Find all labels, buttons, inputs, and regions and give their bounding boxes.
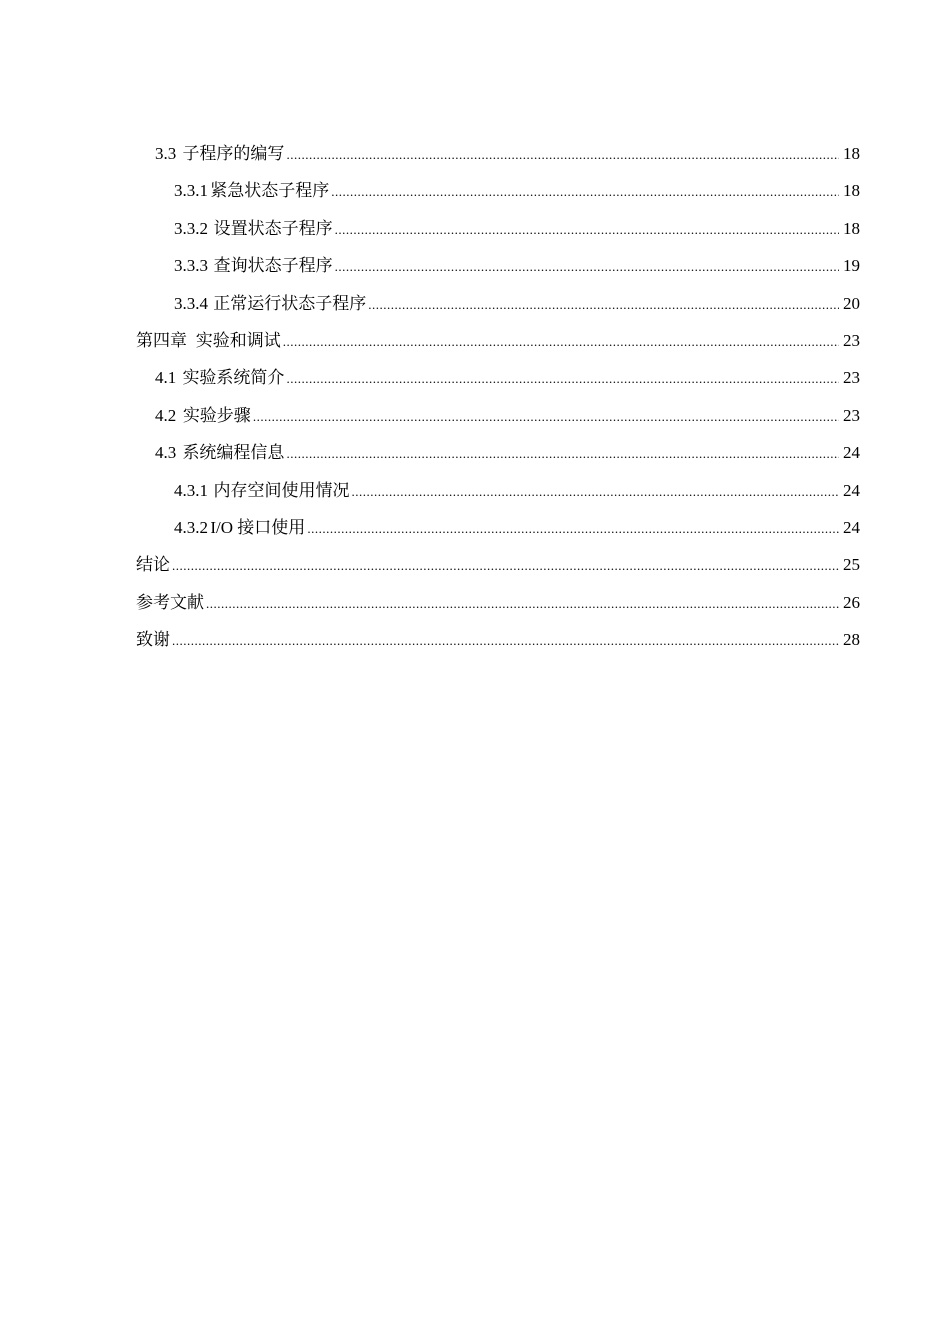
toc-entry-number: 3.3 bbox=[155, 144, 177, 163]
toc-leader-dots bbox=[307, 515, 839, 543]
toc-entry-page: 20 bbox=[843, 293, 860, 313]
toc-entry-title: 结论 bbox=[136, 555, 170, 575]
toc-entry[interactable] bbox=[136, 177, 860, 214]
toc-entry-number: 4.2 bbox=[155, 405, 177, 425]
toc-entry-title: 紧急状态子程序 bbox=[210, 181, 330, 201]
toc-leader-dots bbox=[331, 178, 839, 206]
toc-entry-title: 实验步骤 bbox=[182, 405, 251, 425]
toc-entry-page: 28 bbox=[843, 630, 860, 650]
toc-entry[interactable] bbox=[136, 140, 860, 177]
toc-entry[interactable] bbox=[136, 439, 860, 476]
toc-entry[interactable] bbox=[136, 215, 860, 252]
toc-entry[interactable] bbox=[136, 626, 860, 663]
toc-leader-dots bbox=[172, 627, 839, 655]
toc-entry-number: 4.3 bbox=[155, 443, 177, 463]
toc-leader-dots bbox=[253, 403, 839, 431]
toc-entry-page: 24 bbox=[843, 443, 860, 463]
toc-entry-page: 24 bbox=[843, 480, 860, 500]
toc-entry-page: 18 bbox=[843, 144, 860, 163]
toc-entry-title: 实验系统简介 bbox=[182, 368, 285, 388]
toc-entry[interactable] bbox=[136, 477, 860, 514]
toc-entry-number: 4.3.2 bbox=[174, 517, 208, 537]
toc-entry-title: 内存空间使用情况 bbox=[213, 480, 350, 500]
toc-entry-page: 25 bbox=[843, 555, 860, 575]
toc-entry-title: 系统编程信息 bbox=[182, 443, 285, 463]
toc-leader-dots bbox=[286, 440, 839, 468]
toc-entry-title: 查询状态子程序 bbox=[213, 256, 333, 276]
toc-leader-dots bbox=[286, 141, 839, 169]
toc-entry-title: 致谢 bbox=[136, 630, 170, 650]
toc-entry[interactable] bbox=[136, 327, 860, 364]
toc-entry[interactable] bbox=[136, 364, 860, 401]
toc-entry[interactable] bbox=[136, 551, 860, 588]
toc-entry-page: 18 bbox=[843, 181, 860, 201]
toc-entry-number: 4.1 bbox=[155, 368, 177, 388]
toc-entry-title: 正常运行状态子程序 bbox=[213, 293, 367, 313]
toc-leader-dots bbox=[335, 253, 839, 281]
toc-leader-dots bbox=[286, 365, 839, 393]
toc-entry-page: 18 bbox=[843, 218, 860, 238]
toc-entry-page: 23 bbox=[843, 330, 860, 350]
toc-entry-page: 23 bbox=[843, 368, 860, 388]
toc-entry[interactable] bbox=[136, 514, 860, 551]
toc-entry-title: I/O 接口使用 bbox=[210, 517, 306, 537]
toc-leader-dots bbox=[351, 478, 839, 506]
toc-entry-page: 23 bbox=[843, 405, 860, 425]
toc-leader-dots bbox=[335, 216, 839, 244]
toc-entry-title: 子程序的编写 bbox=[182, 144, 285, 163]
toc-entry-title: 参考文献 bbox=[136, 592, 204, 612]
toc-entry-page: 19 bbox=[843, 256, 860, 276]
toc-leader-dots bbox=[283, 328, 839, 356]
toc-entry[interactable] bbox=[136, 589, 860, 626]
toc-entry-page: 24 bbox=[843, 517, 860, 537]
table-of-contents bbox=[136, 140, 860, 663]
toc-entry-page: 26 bbox=[843, 592, 860, 612]
toc-entry-number: 3.3.2 bbox=[174, 218, 208, 238]
toc-entry-number: 第四章 bbox=[136, 330, 187, 350]
toc-entry-title: 实验和调试 bbox=[195, 330, 281, 350]
toc-entry-title: 设置状态子程序 bbox=[213, 218, 333, 238]
toc-entry-number: 3.3.1 bbox=[174, 181, 208, 201]
toc-leader-dots bbox=[172, 552, 839, 580]
toc-entry[interactable] bbox=[136, 402, 860, 439]
toc-leader-dots bbox=[206, 590, 839, 618]
toc-leader-dots bbox=[368, 291, 839, 319]
toc-entry-number: 3.3.3 bbox=[174, 256, 208, 276]
toc-entry[interactable] bbox=[136, 252, 860, 289]
toc-entry-number: 3.3.4 bbox=[174, 293, 208, 313]
toc-entry[interactable] bbox=[136, 290, 860, 327]
toc-entry-number: 4.3.1 bbox=[174, 480, 208, 500]
